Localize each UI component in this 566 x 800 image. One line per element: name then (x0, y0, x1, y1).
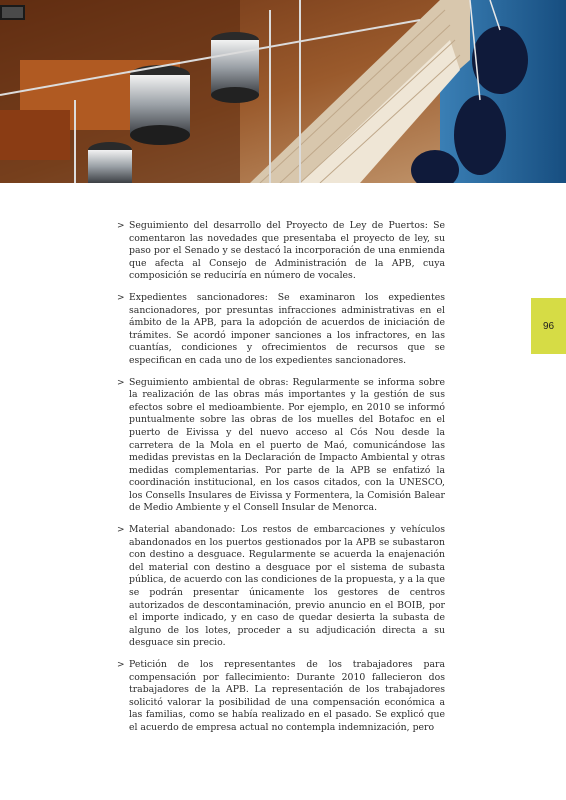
list-item (117, 220, 445, 283)
list-item-text: Seguimiento ambiental de obras: Regularmente se informa sobre la realización de las obras más importantes y la gestión de sus efectos sobre el medioambiente. Por ejemplo, en 2010 se informó puntualmente sobre las obras de los muelles del Botafoc en el puerto de Eivissa y del nuevo acceso al Cós Nou desde la carretera de la Mola en el puerto de Maó, comunicándose las medidas previstas en la Declaración de Impacto Ambiental y otras medidas complementarias. Por parte de la APB se enfatizó la coordinación institucional, en los casos citados, con la UNESCO, los Consells Insulares de Eivissa y Formentera, la Comisión Balear de Medio Ambiente y el Consell Insular de Menorca. (129, 376, 445, 514)
page-number: 96 (542, 320, 555, 332)
list-item-text: Expedientes sancionadores: Se examinaron los expedientes sancionadores, por presuntas infracciones administrativas en el ámbito de la APB, para la adopción de acuerdos de iniciación de trámites. Se acordó imponer sanciones a los infractores, en las cuantías, condiciones y ofrecimientos de recursos que se especifican en cada uno de los expedientes sancionadores. (129, 291, 445, 366)
header-photo (0, 0, 566, 183)
page-number-tab (531, 298, 566, 354)
list-item (117, 377, 445, 516)
bullet-list (117, 220, 445, 744)
list-item (117, 659, 445, 735)
bullet-marker-icon: > (117, 377, 125, 388)
list-item-text: Material abandonado: Los restos de embarcaciones y vehículos abandonados en los puertos gestionados por la APB se subastaron con destino a desguace. Regularmente se acuerda la enajenación del material con destino a desguace por el sistema de subasta pública, de acuerdo con las condiciones de la propuesta, y a la que se podrán presentar únicamente los gestores de centros autorizados de descontaminación, previo anuncio en el BOIB, por el importe indicado, y en caso de quedar desierta la subasta de alguno de los lotes, proceder a su adjudicación directa a su desguace sin precio. (129, 524, 445, 649)
list-item-text: Petición de los representantes de los trabajadores para compensación por fallecimiento: Durante 2010 fallecieron dos trabajadores de la APB. La representación de los trabajadores solicitó valorar la posibilidad de una compensación económica a las familias, como se había realizado en el pasado. Se explicó que el acuerdo de empresa actual no contempla indemnización, pero (129, 659, 445, 733)
sailboat-deck-image (0, 0, 566, 183)
bullet-marker-icon: > (117, 525, 125, 536)
bullet-marker-icon: > (117, 221, 125, 231)
bullet-marker-icon: > (117, 660, 125, 670)
list-item (117, 292, 445, 368)
list-item-text: Seguimiento del desarrollo del Proyecto de Ley de Puertos: Se comentaron las novedades que presentaba el proyecto de ley, su paso por el Senado y se destacó la incorporación de una enmienda que afecta al Consejo de Administración de la APB, cuya composición se reduciría en número de vocales. (129, 220, 445, 282)
list-item (117, 524, 445, 650)
bullet-marker-icon: > (117, 292, 125, 303)
